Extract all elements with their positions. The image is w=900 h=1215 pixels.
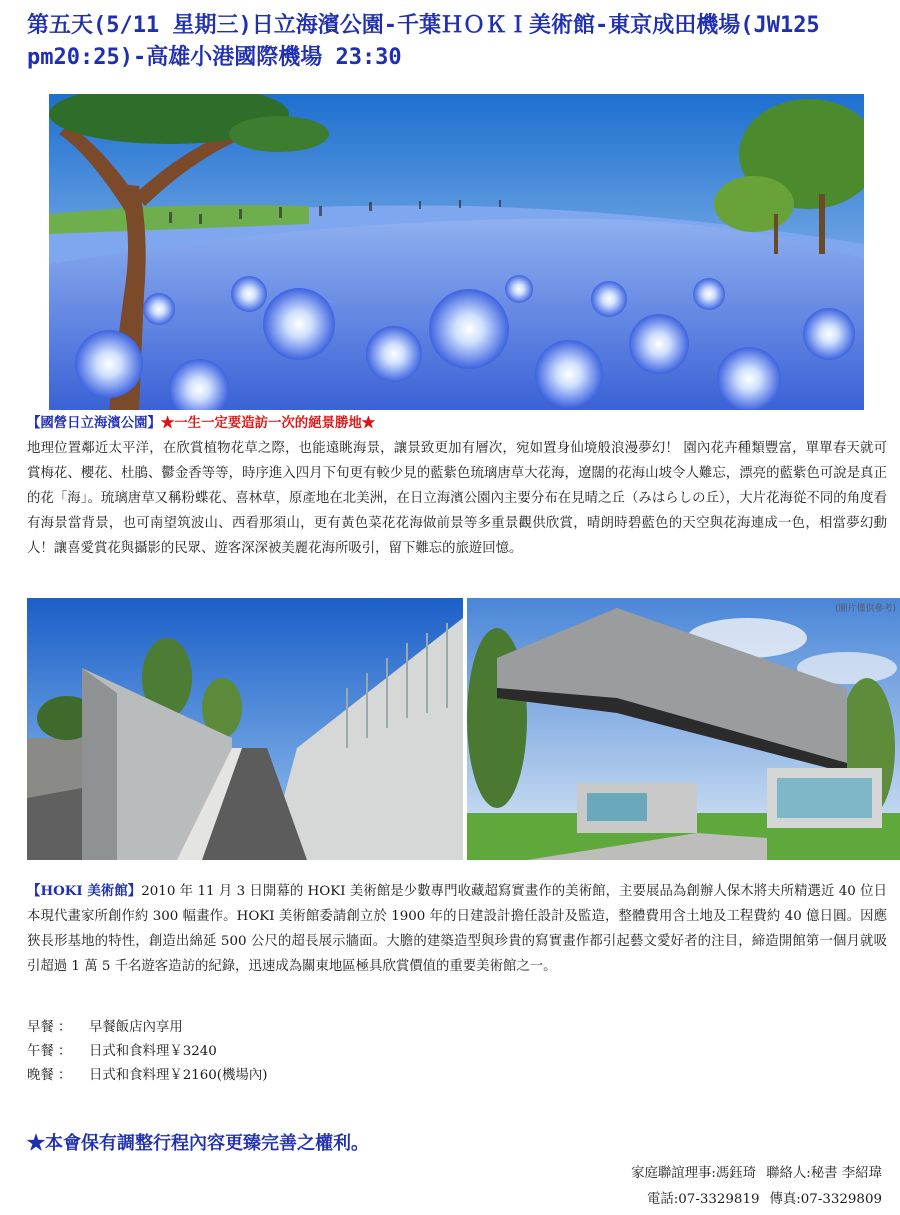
park-tag: 【國營日立海濱公園】 [27, 415, 161, 431]
park-description [27, 411, 887, 561]
fax-text: 傳真:07-3329809 [769, 1192, 882, 1207]
hoki-description [27, 879, 887, 979]
page-title: 第五天(5/11 星期三)日立海濱公園-千葉ＨＯＫＩ美術館-東京成田機場(JW125 pm20:25)-高雄小港國際機場 23:30 [27, 13, 820, 70]
nemophila-field-photo [49, 94, 864, 410]
lunch-label: 午餐 ： [27, 1044, 72, 1059]
footer-line-people [621, 1161, 882, 1187]
rights-notice: ★本會保有調整行程內容更臻完善之權利。 [27, 1133, 369, 1154]
meal-dinner [27, 1064, 267, 1088]
contact-footer [621, 1161, 882, 1213]
meal-lunch [27, 1040, 267, 1064]
hoki-museum-walkway-photo [27, 598, 463, 860]
footer-line-numbers [621, 1187, 882, 1213]
dinner-value: 日式和食料理￥2160(機場內) [89, 1068, 268, 1083]
dinner-label: 晚餐 ： [27, 1068, 72, 1083]
meals-list [27, 1016, 267, 1088]
meal-breakfast [27, 1016, 267, 1040]
lunch-value: 日式和食料理￥3240 [89, 1044, 217, 1059]
hoki-museum-exterior-photo [467, 598, 900, 860]
hoki-tag: 【HOKI 美術館】 [27, 883, 142, 899]
breakfast-value: 早餐飯店內享用 [89, 1020, 183, 1035]
park-body: 地理位置鄰近太平洋，在欣賞植物花草之際，也能遠眺海景，讓景致更加有層次，宛如置身仙境般浪漫夢幻！ 園內花卉種類豐富，單單春天就可賞梅花、櫻花、杜鵑、鬱金香等等，時序進入四月下旬更有較少見的藍紫色琉璃唐草大花海，遼闊的花海山坡令人難忘，漂亮的藍紫色可說是真正的花「海」。琉璃唐草又稱粉蝶花、喜林草，原產地在北美洲，在日立海濱公園內主要分布在見晴之丘（みはらしの丘），大片花海從不同的角度看有海景當背景，也可南望筑波山、西看那須山，更有黃色菜花花海做前景等多重景觀供欣賞，晴朗時碧藍色的天空與花海連成一色，相當夢幻動人！讓喜愛賞花與攝影的民眾、遊客深深被美麗花海所吸引，留下難忘的旅遊回憶。 [27, 441, 887, 556]
photo-reference-note: (圖片僅供參考) [834, 604, 896, 614]
hoki-body: 2010 年 11 月 3 日開幕的 HOKI 美術館是少數專門收藏超寫實畫作的美術館，主要展品為創辦人保木將夫所精選近 40 位日本現代畫家所創作約 300 幅畫作。HOKI 美術館委請創立於 1900 年的日建設計擔任設計及監造，整體費用含土地及工程費約 40 億日圓。因應狹長形基地的特性，創造出綿延 500 公尺的超長展示牆面。大膽的建築造型與珍貴的寫實畫作都引起藝文愛好者的注目，締造開館第一個月就吸引超過 1 萬 5 千名遊客造訪的紀錄，迅速成為關東地區極具欣賞價值的重要美術館之一。 [27, 884, 887, 974]
park-highlight: ★一生一定要造訪一次的絕景勝地★ [160, 415, 376, 431]
breakfast-label: 早餐 ： [27, 1020, 72, 1035]
director-text: 家庭聯誼理事:馮鈺琦 [631, 1166, 757, 1181]
phone-text: 電話:07-3329819 [647, 1192, 760, 1207]
contact-person-text: 聯絡人:秘書 李紹瑋 [766, 1166, 882, 1181]
